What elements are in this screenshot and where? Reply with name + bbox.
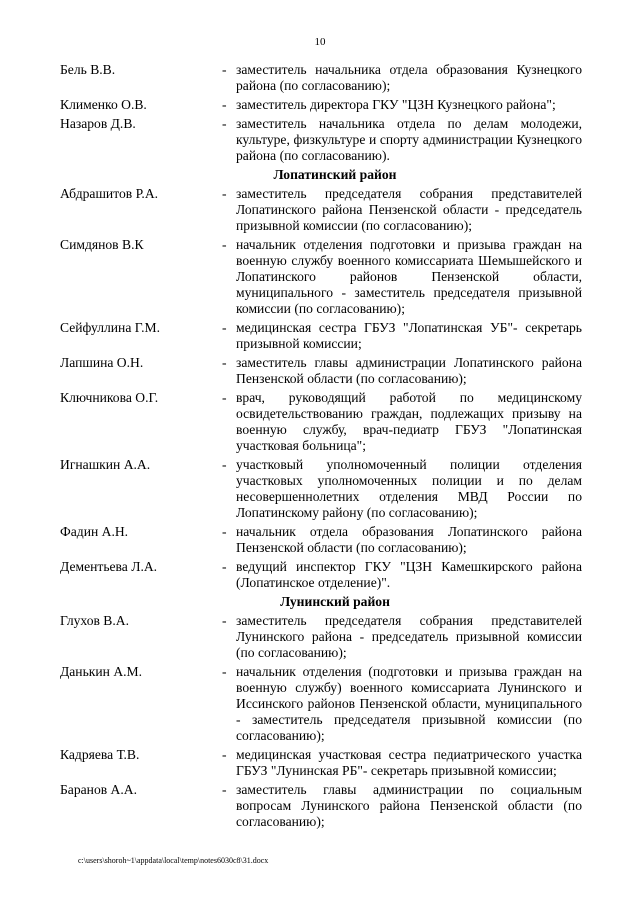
list-item <box>60 97 590 113</box>
member-name: Игнашкин А.А. <box>60 457 151 472</box>
member-role: врач, руководящий работой по медицинскому освидетельствованию граждан, подлежащих призыву на военную службу, врач-педиатр ГБУЗ "Лопатинская участковая больница"; <box>236 390 582 453</box>
section-heading-luninsky: Лунинский район <box>280 594 390 609</box>
member-role: начальник отделения подготовки и призыва граждан на военную службу военного комиссариата Шемышейского и Лопатинского районов Пензенской области, муниципального - заместитель председателя призывной комиссии (по согласованию); <box>236 237 582 316</box>
dash-separator: - <box>222 524 227 539</box>
dash-separator: - <box>222 457 227 472</box>
list-item <box>60 747 590 779</box>
member-name: Фадин А.Н. <box>60 524 129 539</box>
dash-separator: - <box>222 116 227 131</box>
dash-separator: - <box>222 355 227 370</box>
list-item <box>60 116 590 164</box>
list-item <box>60 457 590 521</box>
dash-separator: - <box>222 559 227 574</box>
list-item <box>60 613 590 661</box>
member-name: Ключникова О.Г. <box>60 390 159 405</box>
dash-separator: - <box>222 664 227 679</box>
section-heading-lopatinsky: Лопатинский район <box>273 167 397 182</box>
dash-separator: - <box>222 747 227 762</box>
dash-separator: - <box>222 390 227 405</box>
file-path-footer: c:\users\shoroh~1\appdata\local\temp\notes6030c8\31.docx <box>78 856 269 865</box>
member-name: Симдянов В.К <box>60 237 144 252</box>
member-role: начальник отдела образования Лопатинского района Пензенской области (по согласованию); <box>236 524 582 555</box>
member-name: Бель В.В. <box>60 62 116 77</box>
member-name: Кадряева Т.В. <box>60 747 140 762</box>
commission-list <box>60 62 590 833</box>
list-item <box>60 559 590 591</box>
member-role: заместитель председателя собрания представителей Лунинского района - председатель призывной комиссии (по согласованию); <box>236 613 582 660</box>
dash-separator: - <box>222 62 227 77</box>
list-item <box>60 237 590 317</box>
dash-separator: - <box>222 613 227 628</box>
dash-separator: - <box>222 97 227 112</box>
member-role: заместитель начальника отдела образования Кузнецкого района (по согласованию); <box>236 62 582 93</box>
member-name: Клименко О.В. <box>60 97 147 112</box>
list-item <box>60 355 590 387</box>
dash-separator: - <box>222 320 227 335</box>
member-role: заместитель главы администрации Лопатинского района Пензенской области (по согласованию); <box>236 355 582 386</box>
member-name: Глухов В.А. <box>60 613 129 628</box>
member-role: заместитель председателя собрания представителей Лопатинского района Пензенской области - председатель призывной комиссии (по согласованию); <box>236 186 582 233</box>
member-name: Назаров Д.В. <box>60 116 136 131</box>
member-name: Абдрашитов Р.А. <box>60 186 159 201</box>
member-role: заместитель главы администрации по социальным вопросам Лунинского района Пензенской области (по согласованию); <box>236 782 582 829</box>
list-item <box>60 782 590 830</box>
list-item <box>60 664 590 744</box>
page-number: 10 <box>314 36 326 48</box>
list-item <box>60 524 590 556</box>
member-role: участковый уполномоченный полиции отделения участковых уполномоченных полиции и по делам несовершеннолетних отделения МВД России по Лопатинскому району (по согласованию); <box>236 457 582 520</box>
member-role: заместитель директора ГКУ "ЦЗН Кузнецкого района"; <box>236 97 556 112</box>
member-name: Баранов А.А. <box>60 782 137 797</box>
dash-separator: - <box>222 186 227 201</box>
member-name: Лапшина О.Н. <box>60 355 144 370</box>
member-role: ведущий инспектор ГКУ "ЦЗН Камешкирского района (Лопатинское отделение)". <box>236 559 582 590</box>
list-item <box>60 62 590 94</box>
member-name: Дементьева Л.А. <box>60 559 158 574</box>
member-name: Данькин А.М. <box>60 664 143 679</box>
list-item <box>60 390 590 454</box>
member-name: Сейфуллина Г.М. <box>60 320 160 335</box>
list-item <box>60 320 590 352</box>
member-role: медицинская участковая сестра педиатрического участка ГБУЗ "Лунинская РБ"- секретарь призывной комиссии; <box>236 747 582 778</box>
dash-separator: - <box>222 782 227 797</box>
list-item <box>60 186 590 234</box>
member-role: медицинская сестра ГБУЗ "Лопатинская УБ"- секретарь призывной комиссии; <box>236 320 582 351</box>
member-role: начальник отделения (подготовки и призыва граждан на военную службу) военного комиссариата Лунинского и Иссинского районов Пензенской области, муниципального - заместитель председателя призывной комиссии (по согласованию); <box>236 664 582 743</box>
member-role: заместитель начальника отдела по делам молодежи, культуре, физкультуре и спорту администрации Кузнецкого района (по согласованию). <box>236 116 582 163</box>
dash-separator: - <box>222 237 227 252</box>
